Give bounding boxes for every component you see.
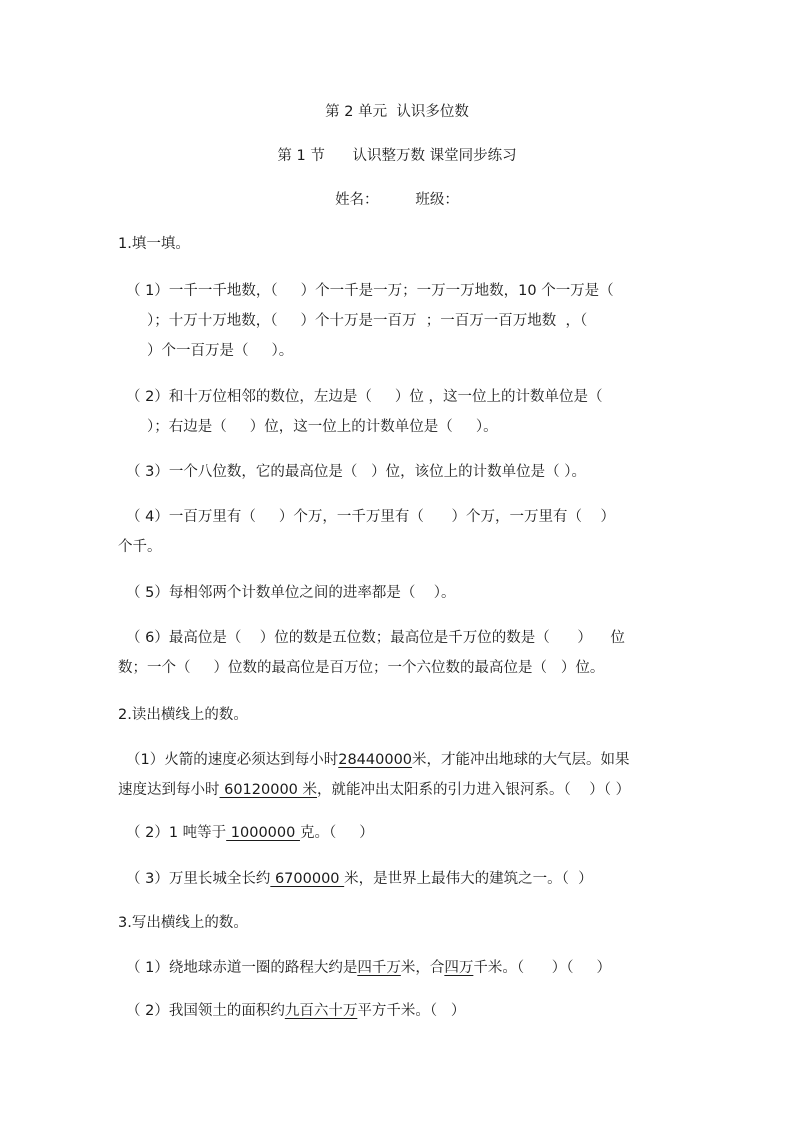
q1-3-line-1: （ 3）一个八位数，它的最高位是（ ）位，该位上的计数单位是（ ）。 bbox=[126, 464, 587, 480]
q3-2-number: 九百六十万 bbox=[284, 1003, 358, 1019]
q2-1-line-1 bbox=[126, 750, 630, 770]
q2-1-number-2: 60120000 米 bbox=[219, 782, 318, 798]
q3-2-line-1 bbox=[126, 1001, 465, 1021]
q2-1-text-d: ，就能冲出太阳系的引力进入银河系。（ ）（ ） bbox=[317, 782, 631, 798]
q2-3-number: 6700000 bbox=[270, 871, 345, 887]
section-1-heading: 1.填一填。 bbox=[118, 236, 190, 252]
q2-2-line-1 bbox=[126, 823, 374, 843]
q3-1-text-b: 米，合 bbox=[400, 960, 445, 976]
page-title: 第 2 单元 认识多位数 bbox=[325, 104, 469, 120]
q1-1-line-2: ）；十万十万地数，（ ）个十万是一百万 ；一百万一百万地数 ，（ bbox=[147, 313, 588, 329]
q2-3-line-1 bbox=[126, 869, 593, 889]
q1-2-line-2: ）；右边是（ ）位，这一位上的计数单位是（ ）。 bbox=[147, 419, 498, 435]
q1-5-line-1: （ 5）每相邻两个计数单位之间的进率都是（ ）。 bbox=[126, 585, 456, 601]
q2-1-line-2 bbox=[118, 780, 630, 800]
q3-1-text-a: （ 1）绕地球赤道一圈的路程大约是 bbox=[126, 960, 358, 976]
q2-2-number: 1000000 bbox=[226, 825, 300, 841]
q3-1-number-1: 四千万 bbox=[357, 960, 401, 976]
q1-2-line-1: （ 2）和十万位相邻的数位，左边是（ ）位 ，这一位上的计数单位是（ bbox=[126, 389, 603, 405]
q2-3-text-b: 米，是世界上最伟大的建筑之一。（ ） bbox=[344, 871, 593, 887]
q2-1-text-a: （1）火箭的速度必须达到每小时 bbox=[126, 752, 339, 768]
q3-1-number-2: 四万 bbox=[444, 960, 474, 976]
q3-2-text-a: （ 2）我国领土的面积约 bbox=[126, 1003, 285, 1019]
q3-1-line-1 bbox=[126, 958, 611, 978]
q2-3-text-a: （ 3）万里长城全长约 bbox=[126, 871, 271, 887]
q2-2-text-b: 克。（ ） bbox=[299, 825, 374, 841]
name-class-line: 姓名： 班级： bbox=[335, 192, 459, 208]
q1-1-line-1: （ 1）一千一千地数，（ ）个一千是一万；一万一万地数，10 个一万是（ bbox=[126, 283, 614, 299]
q2-2-text-a: （ 2）1 吨等于 bbox=[126, 825, 227, 841]
section-3-heading: 3.写出横线上的数。 bbox=[118, 915, 248, 931]
page-subtitle: 第 1 节 认识整万数 课堂同步练习 bbox=[277, 148, 517, 164]
q1-1-line-3: ）个一百万是（ ）。 bbox=[147, 343, 294, 359]
q1-6-line-2: 数；一个（ ）位数的最高位是百万位；一个六位数的最高位是（ ）位。 bbox=[118, 660, 605, 676]
q2-1-text-b: 米，才能冲出地球的大气层。如果 bbox=[412, 752, 630, 768]
q3-2-text-b: 平方千米。（ ） bbox=[357, 1003, 466, 1019]
q2-1-text-c: 速度达到每小时 bbox=[118, 782, 220, 798]
q2-1-number-1: 28440000 bbox=[338, 752, 413, 768]
q1-4-line-1: （ 4）一百万里有（ ）个万，一千万里有（ ）个万，一万里有（ ） bbox=[126, 509, 615, 525]
q1-4-line-2: 个千。 bbox=[118, 539, 162, 555]
q3-1-text-c: 千米。（ ）（ ） bbox=[473, 960, 612, 976]
section-2-heading: 2.读出横线上的数。 bbox=[118, 707, 248, 723]
q1-6-line-1: （ 6）最高位是（ ）位的数是五位数；最高位是千万位的数是（ ） 位 bbox=[126, 630, 625, 646]
